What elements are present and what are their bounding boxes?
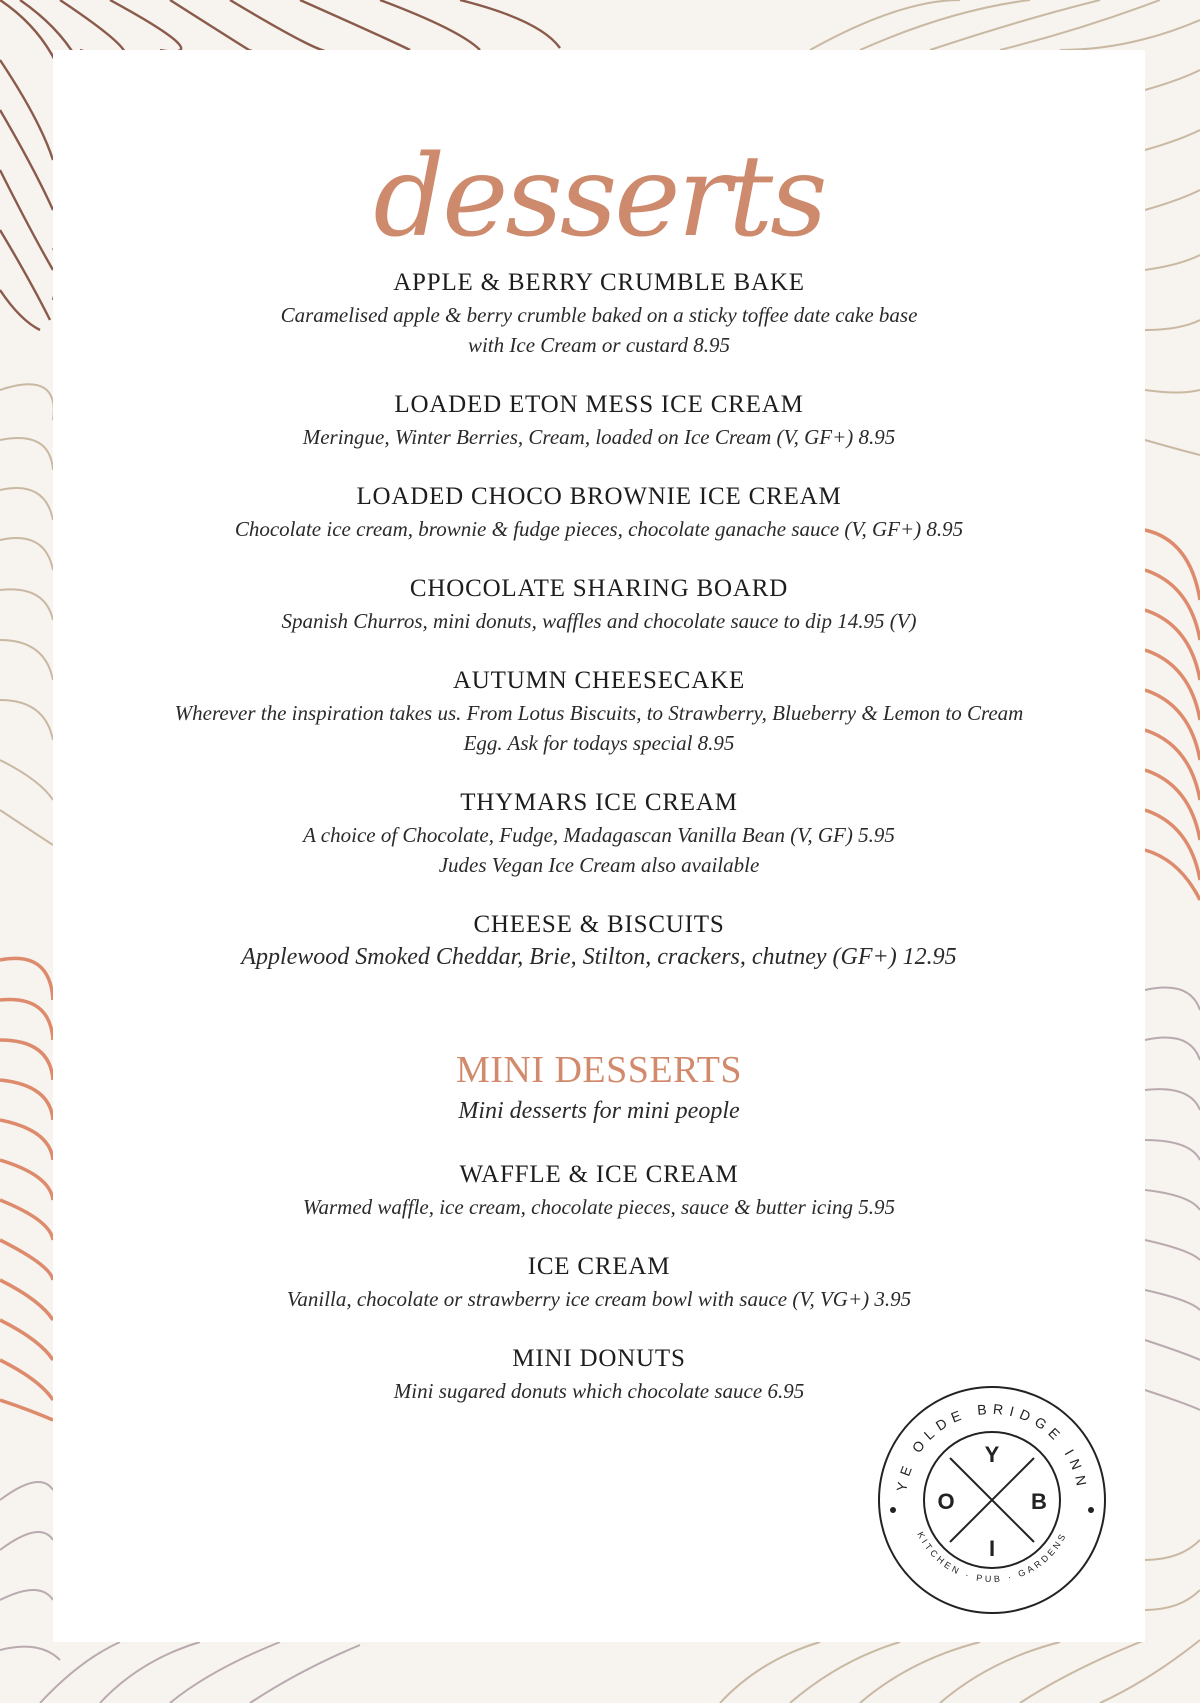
logo-letter-b: B — [1031, 1489, 1047, 1514]
item-name: MINI DONUTS — [512, 1345, 686, 1372]
logo-bottom-text: KITCHEN · PUB · GARDENS — [915, 1530, 1069, 1585]
menu-item — [53, 786, 1145, 880]
leaf-left-beige — [0, 384, 54, 845]
dessert-list — [53, 266, 1145, 1434]
item-name: CHEESE & BISCUITS — [473, 911, 725, 938]
item-name: ICE CREAM — [527, 1253, 671, 1280]
leaf-right-coral — [1145, 530, 1200, 900]
menu-item — [53, 388, 1145, 452]
menu-item — [53, 572, 1145, 636]
logo-top-text: YE OLDE BRIDGE INN — [893, 1400, 1091, 1493]
menu-item — [53, 908, 1145, 972]
logo-letter-o: O — [937, 1489, 955, 1514]
item-description: Applewood Smoked Cheddar, Brie, Stilton, crackers, chutney (GF+) 12.95 — [241, 944, 957, 970]
item-description: Mini sugared donuts which chocolate sauce 6.95 — [393, 1379, 805, 1403]
item-name: THYMARS ICE CREAM — [460, 789, 738, 816]
menu-item — [53, 664, 1145, 758]
item-description: A choice of Chocolate, Fudge, Madagascan Vanilla Bean (V, GF) 5.95 Judes Vegan Ice Cream also available — [303, 823, 895, 877]
item-name: CHOCOLATE SHARING BOARD — [409, 575, 789, 602]
menu-title: desserts — [373, 132, 825, 262]
item-description: Wherever the inspiration takes us. From Lotus Biscuits, to Strawberry, Blueberry & Lemon to Cream Egg. Ask for todays special 8.95 — [174, 701, 1024, 755]
item-name: WAFFLE & ICE CREAM — [459, 1161, 739, 1188]
leaf-left-coral — [0, 958, 53, 1420]
item-description: Vanilla, chocolate or strawberry ice cream bowl with sauce (V, VG+) 3.95 — [286, 1287, 912, 1311]
item-description: Chocolate ice cream, brownie & fudge pieces, chocolate ganache sauce (V, GF+) 8.95 — [234, 517, 964, 541]
logo-dot-left — [890, 1507, 896, 1513]
item-description: Caramelised apple & berry crumble baked on a sticky toffee date cake base with Ice Cream or custard 8.95 — [280, 303, 918, 357]
item-name: AUTUMN CHEESECAKE — [452, 667, 746, 694]
logo-letter-i: I — [988, 1536, 996, 1561]
item-description: Spanish Churros, mini donuts, waffles and chocolate sauce to dip 14.95 (V) — [281, 609, 917, 633]
item-description: Warmed waffle, ice cream, chocolate pieces, sauce & butter icing 5.95 — [302, 1195, 896, 1219]
logo-letter-y: Y — [984, 1442, 1000, 1467]
item-name: LOADED ETON MESS ICE CREAM — [394, 391, 804, 418]
item-name: LOADED CHOCO BROWNIE ICE CREAM — [356, 483, 842, 510]
item-description: Meringue, Winter Berries, Cream, loaded on Ice Cream (V, GF+) 8.95 — [302, 425, 896, 449]
menu-item — [53, 1250, 1145, 1314]
menu-item — [53, 1158, 1145, 1222]
logo-dot-right — [1088, 1507, 1094, 1513]
item-name: APPLE & BERRY CRUMBLE BAKE — [393, 269, 805, 296]
mini-desserts-heading: MINI DESSERTS — [455, 1049, 743, 1091]
leaf-right-grey — [1145, 988, 1200, 1411]
mini-desserts-subtitle: Mini desserts for mini people — [458, 1098, 740, 1124]
menu-item — [53, 266, 1145, 360]
menu-item — [53, 480, 1145, 544]
inn-logo — [876, 1384, 1108, 1616]
